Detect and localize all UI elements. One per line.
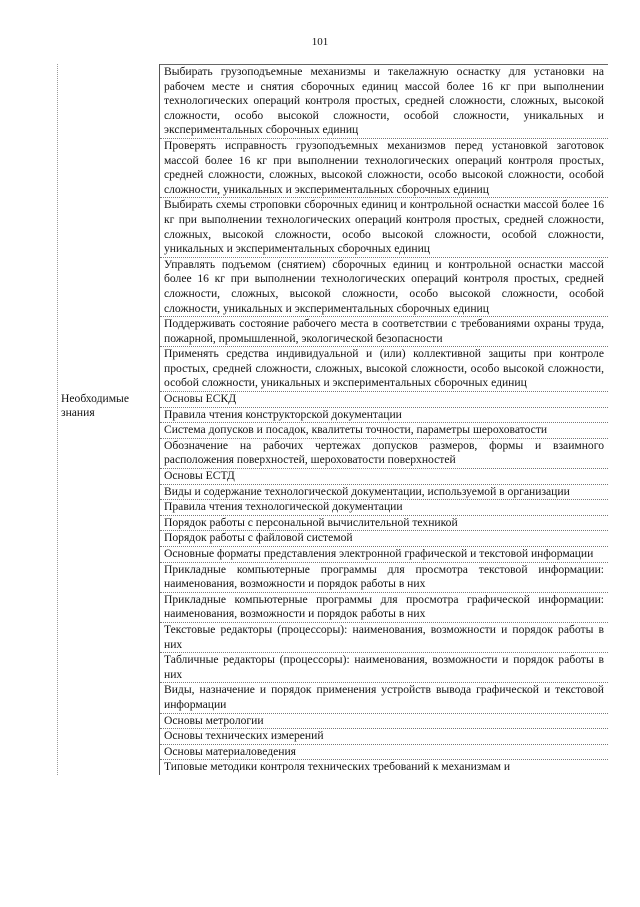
- knowledge-item: Основные форматы представления электронной графической и текстовой информации: [160, 547, 609, 563]
- page-number: 101: [311, 36, 329, 48]
- skill-item: Управлять подъемом (снятием) сборочных единиц и контрольной оснастки массой более 16 кг при выполнении технологических операций контроля простых, средней сложности, сложных, высокой сложности, особо высокой сложности, особой сложности, уникальных и экспериментальных сборочных единиц: [160, 257, 609, 316]
- skill-item: Выбирать грузоподъемные механизмы и такелажную оснастку для установки на рабочем месте и снятия сборочных единиц массой более 16 кг при выполнении технологических операций контроля простых, средней сложности, сложных, высокой сложности, особо высокой сложности, особой сложности, уникальных и экспериментальных сборочных единиц: [160, 65, 609, 139]
- table-row: [58, 65, 608, 139]
- knowledge-item: Основы ЕСКД: [160, 392, 609, 408]
- knowledge-item: Прикладные компьютерные программы для просмотра графической информации: наименования, возможности и порядок работы в них: [160, 592, 609, 622]
- skill-item: Проверять исправность грузоподъемных механизмов перед установкой заготовок массой более 16 кг при выполнении технологических операций контроля простых, средней сложности, сложных, высокой сложности, особо высокой сложности, особой сложности, уникальных и экспериментальных сборочных единиц: [160, 138, 609, 197]
- knowledge-item: Текстовые редакторы (процессоры): наименования, возможности и порядок работы в них: [160, 622, 609, 652]
- knowledge-item: Порядок работы с файловой системой: [160, 531, 609, 547]
- knowledge-label: Необходимые знания: [61, 391, 129, 420]
- knowledge-item: Основы метрологии: [160, 713, 609, 729]
- knowledge-item: Основы технических измерений: [160, 729, 609, 745]
- requirements-table: [57, 64, 608, 775]
- skill-item: Применять средства индивидуальной и (или) коллективной защиты при контроле простых, средней сложности, сложных, высокой сложности, особо высокой сложности, особой сложности, уникальных и экспериментальных сборочных единиц: [160, 347, 609, 392]
- knowledge-item: Правила чтения конструкторской документации: [160, 407, 609, 423]
- knowledge-item: Обозначение на рабочих чертежах допусков размеров, формы и взаимного расположения поверхностей, шероховатости поверхностей: [160, 438, 609, 468]
- skill-item: Поддерживать состояние рабочего места в соответствии с требованиями охраны труда, пожарной, промышленной, экологической безопасности: [160, 317, 609, 347]
- knowledge-item: Основы материаловедения: [160, 744, 609, 760]
- skill-item: Выбирать схемы строповки сборочных единиц и контрольной оснастки массой более 16 кг при выполнении технологических операций контроля простых, средней сложности, сложных, высокой сложности, особо высокой сложности, особой сложности, уникальных и экспериментальных сборочных единиц: [160, 198, 609, 257]
- knowledge-item: Основы ЕСТД: [160, 469, 609, 485]
- knowledge-item: Виды, назначение и порядок применения устройств вывода графической и текстовой информации: [160, 683, 609, 713]
- knowledge-item: Система допусков и посадок, квалитеты точности, параметры шероховатости: [160, 423, 609, 439]
- knowledge-label-cell: [58, 392, 160, 775]
- knowledge-item: Порядок работы с персональной вычислительной техникой: [160, 515, 609, 531]
- knowledge-item: Табличные редакторы (процессоры): наименования, возможности и порядок работы в них: [160, 653, 609, 683]
- table-row: [58, 392, 608, 408]
- knowledge-item: Типовые методики контроля технических требований к механизмам и: [164, 760, 511, 774]
- skills-label-cell: [58, 65, 160, 392]
- knowledge-item: Виды и содержание технологической документации, используемой в организации: [160, 484, 609, 500]
- knowledge-item: Правила чтения технологической документации: [160, 500, 609, 516]
- knowledge-item: Прикладные компьютерные программы для просмотра текстовой информации: наименования, возможности и порядок работы в них: [160, 562, 609, 592]
- skills-knowledge-table: [58, 64, 608, 775]
